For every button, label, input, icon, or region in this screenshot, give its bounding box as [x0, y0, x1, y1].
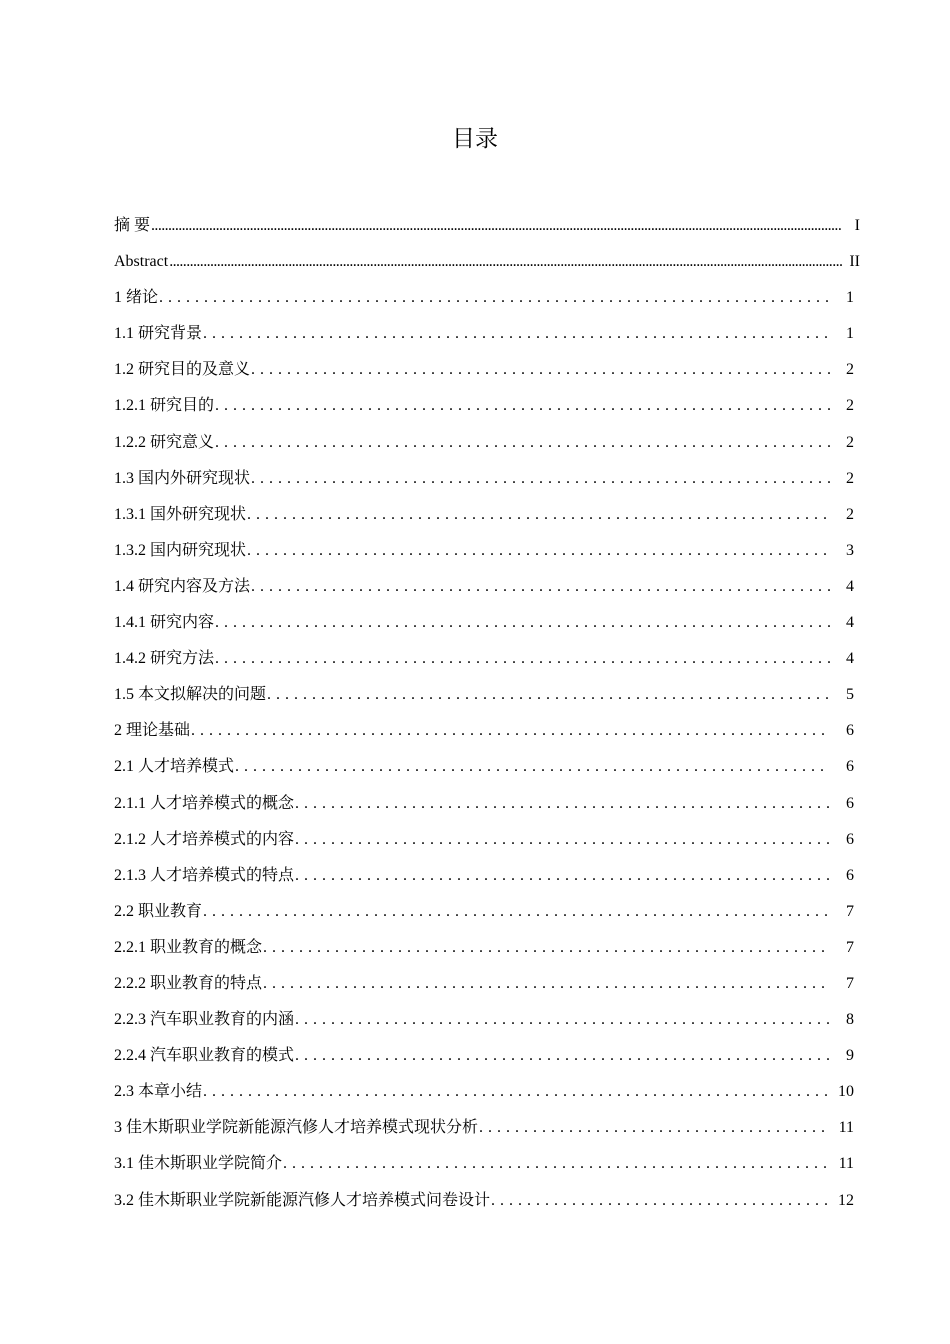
toc-entry-page-number: 9 [846, 1047, 854, 1065]
toc-entry-label: 摘 要 [114, 217, 151, 234]
toc-entry[interactable] [114, 850, 860, 886]
toc-entry-page-number: 2 [846, 361, 854, 379]
toc-dot-leader [295, 866, 830, 886]
toc-dot-leader [251, 360, 830, 380]
toc-entry[interactable] [114, 380, 860, 416]
toc-entry[interactable] [114, 1066, 860, 1102]
toc-entry[interactable] [114, 777, 860, 813]
toc-dot-leader [191, 721, 830, 741]
toc-entry[interactable] [114, 416, 860, 452]
toc-entry-label: 1.3 国内外研究现状 [114, 469, 251, 487]
toc-list [114, 198, 860, 1211]
toc-dot-leader [235, 757, 830, 777]
toc-dot-leader [203, 324, 830, 344]
toc-entry-label: Abstract [114, 253, 169, 271]
toc-entry[interactable] [114, 1174, 860, 1210]
toc-entry-page-number: 11 [838, 1155, 854, 1173]
toc-dot-leader [203, 1082, 828, 1102]
toc-entry-label: 1.3.2 国内研究现状 [114, 541, 247, 559]
toc-entry-label: 2.2.2 职业教育的特点 [114, 974, 263, 992]
toc-entry-page-number: 6 [846, 758, 854, 776]
toc-entry-page-number: 6 [846, 866, 854, 884]
toc-entry-page-number: 4 [846, 614, 854, 632]
toc-entry[interactable] [114, 561, 860, 597]
toc-entry-page-number: 2 [846, 433, 854, 451]
toc-dot-leader [251, 469, 830, 489]
toc-entry-label: 2.1.1 人才培养模式的概念 [114, 794, 295, 812]
toc-dot-leader [479, 1118, 829, 1138]
toc-entry[interactable] [114, 958, 860, 994]
toc-entry[interactable] [114, 525, 860, 561]
toc-dot-leader [203, 902, 830, 922]
toc-entry[interactable] [114, 198, 860, 236]
toc-dot-leader [491, 1191, 828, 1211]
toc-entry[interactable] [114, 1102, 860, 1138]
toc-entry[interactable] [114, 489, 860, 525]
toc-entry-label: 1 绪论 [114, 289, 159, 307]
toc-entry[interactable] [114, 886, 860, 922]
toc-dot-leader [169, 252, 842, 272]
toc-entry-label: 2.2.3 汽车职业教育的内涵 [114, 1011, 295, 1029]
toc-entry-page-number: 2 [846, 469, 854, 487]
toc-entry-label: 1.2.2 研究意义 [114, 433, 215, 451]
toc-dot-leader [295, 830, 830, 850]
toc-entry-label: 3.2 佳木斯职业学院新能源汽修人才培养模式问卷设计 [114, 1191, 491, 1209]
toc-dot-leader [295, 1046, 830, 1066]
toc-dot-leader [159, 288, 830, 308]
toc-entry-page-number: I [854, 217, 860, 234]
toc-entry[interactable] [114, 922, 860, 958]
toc-entry-label: 1.5 本文拟解决的问题 [114, 686, 267, 704]
toc-entry-label: 2.3 本章小结 [114, 1083, 203, 1101]
toc-dot-leader [215, 433, 830, 453]
toc-entry-page-number: 7 [846, 902, 854, 920]
toc-entry-label: 1.4.1 研究内容 [114, 614, 215, 632]
toc-entry-page-number: 1 [846, 289, 854, 307]
toc-entry-page-number: 6 [846, 722, 854, 740]
toc-entry-page-number: 7 [846, 938, 854, 956]
toc-entry[interactable] [114, 344, 860, 380]
toc-entry-page-number: 6 [846, 794, 854, 812]
toc-entry-page-number: 4 [846, 650, 854, 668]
toc-entry-label: 2.2.1 职业教育的概念 [114, 938, 263, 956]
toc-entry-page-number: 6 [846, 830, 854, 848]
toc-dot-leader [263, 974, 830, 994]
toc-entry-label: 2.1.2 人才培养模式的内容 [114, 830, 295, 848]
toc-entry-label: 1.3.1 国外研究现状 [114, 505, 247, 523]
toc-entry-page-number: 12 [838, 1191, 854, 1209]
toc-entry[interactable] [114, 633, 860, 669]
toc-entry-label: 3 佳木斯职业学院新能源汽修人才培养模式现状分析 [114, 1119, 479, 1137]
toc-dot-leader [215, 613, 830, 633]
toc-entry-label: 2.1 人才培养模式 [114, 758, 235, 776]
toc-entry-page-number: 10 [838, 1083, 854, 1101]
toc-entry-label: 2.1.3 人才培养模式的特点 [114, 866, 295, 884]
toc-entry-page-number: 3 [846, 541, 854, 559]
toc-entry[interactable] [114, 597, 860, 633]
toc-entry[interactable] [114, 669, 860, 705]
toc-dot-leader [247, 505, 830, 525]
toc-entry-label: 2.2.4 汽车职业教育的模式 [114, 1047, 295, 1065]
toc-dot-leader [251, 577, 830, 597]
toc-entry[interactable] [114, 741, 860, 777]
toc-dot-leader [263, 938, 830, 958]
toc-entry-page-number: II [849, 253, 860, 271]
toc-entry[interactable] [114, 453, 860, 489]
toc-entry[interactable] [114, 272, 860, 308]
toc-dot-leader [151, 216, 842, 236]
toc-entry[interactable] [114, 1030, 860, 1066]
toc-entry-label: 1.2.1 研究目的 [114, 397, 215, 415]
toc-entry-page-number: 8 [846, 1011, 854, 1029]
toc-entry-page-number: 5 [846, 686, 854, 704]
toc-dot-leader [215, 649, 830, 669]
toc-title: 目录 [452, 126, 498, 152]
toc-entry[interactable] [114, 236, 860, 272]
toc-entry-page-number: 11 [838, 1119, 854, 1137]
toc-entry[interactable] [114, 308, 860, 344]
toc-entry-label: 2.2 职业教育 [114, 902, 203, 920]
toc-dot-leader [247, 541, 830, 561]
toc-dot-leader [283, 1154, 829, 1174]
toc-entry[interactable] [114, 814, 860, 850]
toc-entry[interactable] [114, 1138, 860, 1174]
toc-entry-label: 1.4.2 研究方法 [114, 650, 215, 668]
toc-entry-page-number: 1 [846, 325, 854, 343]
toc-dot-leader [215, 396, 830, 416]
toc-entry-label: 2 理论基础 [114, 722, 191, 740]
toc-dot-leader [267, 685, 830, 705]
toc-entry-page-number: 2 [846, 505, 854, 523]
toc-dot-leader [295, 794, 830, 814]
toc-entry-label: 1.1 研究背景 [114, 325, 203, 343]
toc-entry-page-number: 7 [846, 974, 854, 992]
toc-entry[interactable] [114, 994, 860, 1030]
toc-entry[interactable] [114, 705, 860, 741]
toc-entry-label: 1.2 研究目的及意义 [114, 361, 251, 379]
toc-dot-leader [295, 1010, 830, 1030]
toc-entry-label: 3.1 佳木斯职业学院简介 [114, 1155, 283, 1173]
toc-entry-label: 1.4 研究内容及方法 [114, 577, 251, 595]
toc-entry-page-number: 2 [846, 397, 854, 415]
toc-entry-page-number: 4 [846, 577, 854, 595]
